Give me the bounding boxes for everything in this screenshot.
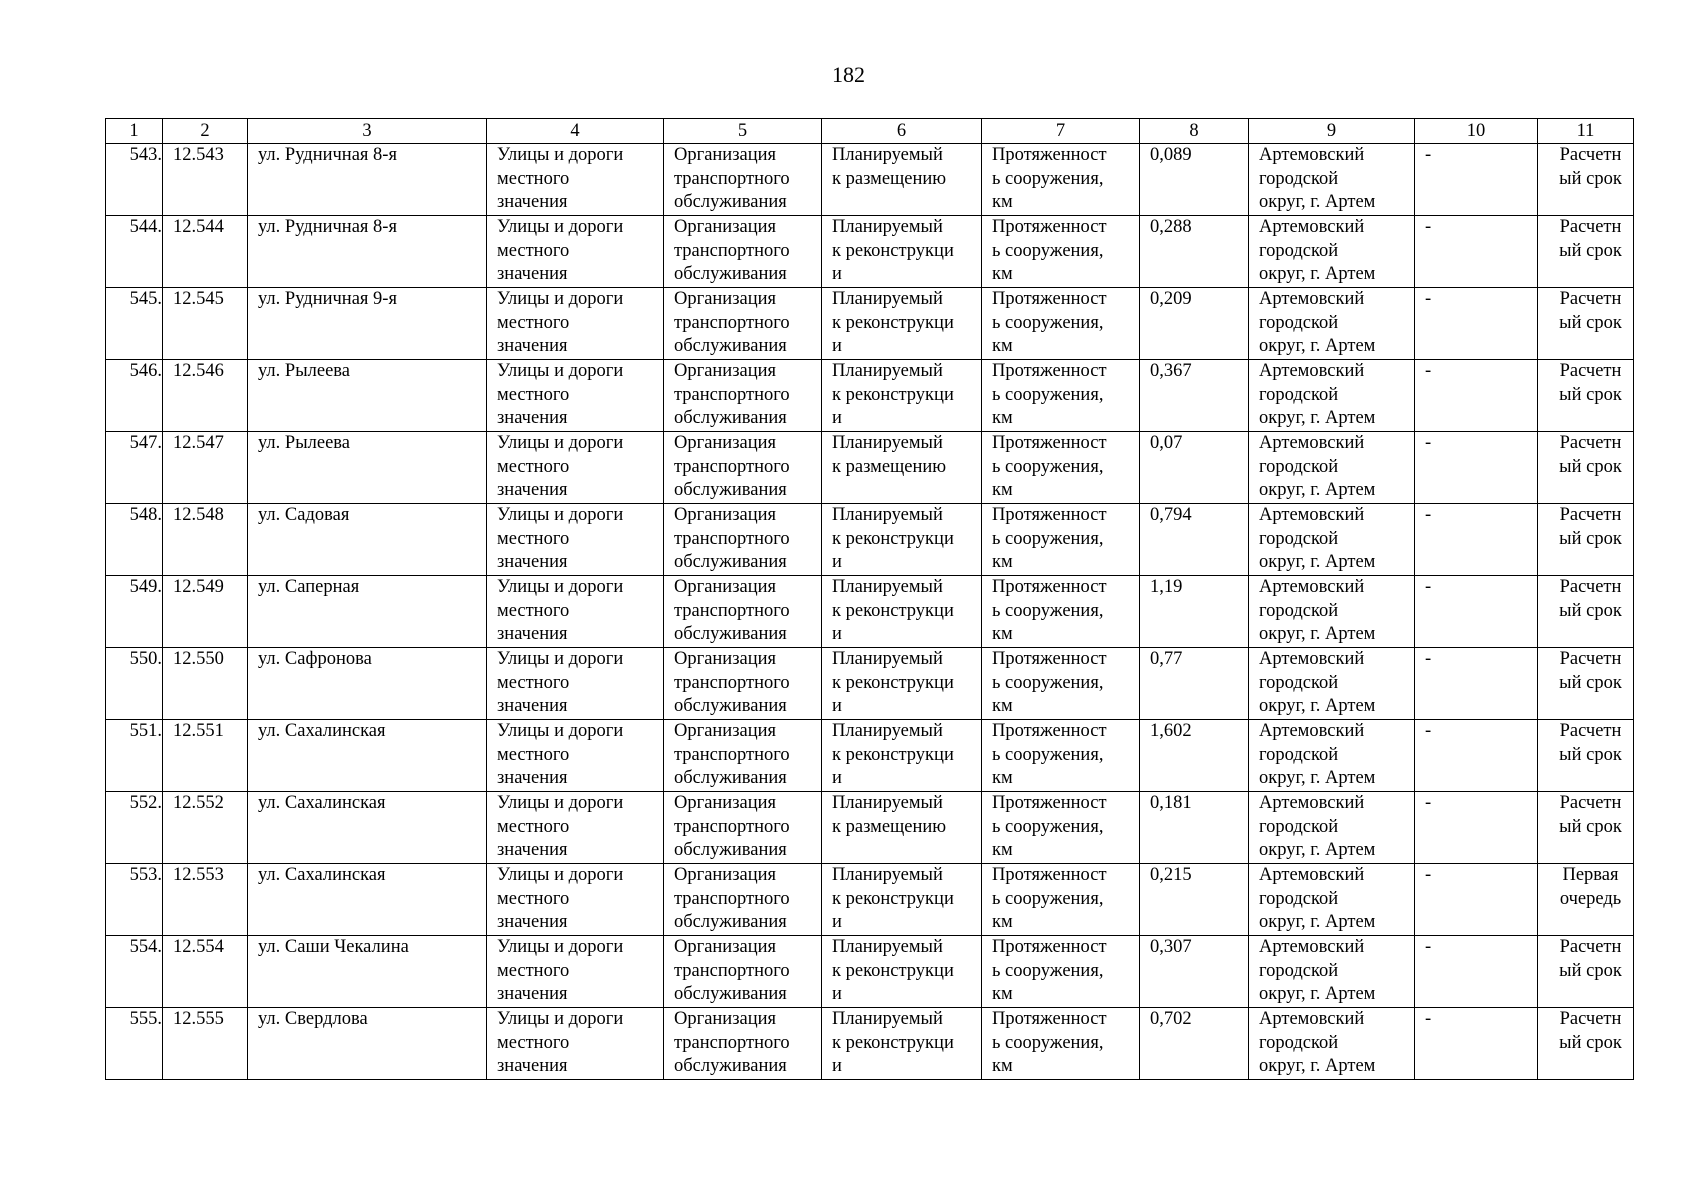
cell-location: Артемовский городской округ, г. Артем — [1249, 144, 1415, 216]
cell-term: Расчетн ый срок — [1538, 504, 1634, 576]
cell-category: Улицы и дороги местного значения — [487, 504, 664, 576]
cell-status: Планируемый к размещению — [822, 792, 982, 864]
cell-name: ул. Садовая — [248, 504, 487, 576]
cell-value: 1,602 — [1140, 720, 1249, 792]
cell-code: 12.550 — [163, 648, 248, 720]
cell-term: Расчетн ый срок — [1538, 432, 1634, 504]
table-row — [106, 936, 1634, 1008]
cell-name: ул. Рудничная 8-я — [248, 144, 487, 216]
table-row — [106, 720, 1634, 792]
cell-status: Планируемый к реконструкци и — [822, 648, 982, 720]
cell-value: 0,307 — [1140, 936, 1249, 1008]
cell-parameter: Протяженност ь сооружения, км — [982, 576, 1140, 648]
cell-location: Артемовский городской округ, г. Артем — [1249, 432, 1415, 504]
cell-value: 0,288 — [1140, 216, 1249, 288]
table-row — [106, 144, 1634, 216]
table-row — [106, 792, 1634, 864]
table-row — [106, 288, 1634, 360]
cell-status: Планируемый к реконструкци и — [822, 1008, 982, 1080]
cell-parameter: Протяженност ь сооружения, км — [982, 144, 1140, 216]
cell-category: Улицы и дороги местного значения — [487, 432, 664, 504]
cell-status: Планируемый к реконструкци и — [822, 936, 982, 1008]
cell-name: ул. Рудничная 9-я — [248, 288, 487, 360]
cell-code: 12.544 — [163, 216, 248, 288]
cell-status: Планируемый к реконструкци и — [822, 864, 982, 936]
cell-term: Расчетн ый срок — [1538, 288, 1634, 360]
cell-category: Улицы и дороги местного значения — [487, 864, 664, 936]
cell-category: Улицы и дороги местного значения — [487, 360, 664, 432]
cell-category: Улицы и дороги местного значения — [487, 648, 664, 720]
cell-code: 12.552 — [163, 792, 248, 864]
cell-status: Планируемый к реконструкци и — [822, 504, 982, 576]
cell-status: Планируемый к реконструкци и — [822, 360, 982, 432]
cell-code: 12.545 — [163, 288, 248, 360]
header-cell: 2 — [163, 119, 248, 144]
cell-category: Улицы и дороги местного значения — [487, 216, 664, 288]
cell-status: Планируемый к реконструкци и — [822, 720, 982, 792]
header-row — [106, 119, 1634, 144]
cell-col10: - — [1415, 504, 1538, 576]
cell-code: 12.551 — [163, 720, 248, 792]
cell-col10: - — [1415, 216, 1538, 288]
table-row — [106, 576, 1634, 648]
cell-purpose: Организация транспортного обслуживания — [664, 432, 822, 504]
header-cell: 7 — [982, 119, 1140, 144]
cell-number: 546. — [106, 360, 163, 432]
cell-col10: - — [1415, 864, 1538, 936]
cell-name: ул. Сахалинская — [248, 792, 487, 864]
table-row — [106, 216, 1634, 288]
cell-name: ул. Саперная — [248, 576, 487, 648]
cell-status: Планируемый к размещению — [822, 432, 982, 504]
cell-location: Артемовский городской округ, г. Артем — [1249, 792, 1415, 864]
cell-code: 12.554 — [163, 936, 248, 1008]
cell-term: Расчетн ый срок — [1538, 936, 1634, 1008]
cell-term: Первая очередь — [1538, 864, 1634, 936]
cell-value: 0,181 — [1140, 792, 1249, 864]
cell-location: Артемовский городской округ, г. Артем — [1249, 864, 1415, 936]
cell-value: 0,367 — [1140, 360, 1249, 432]
cell-purpose: Организация транспортного обслуживания — [664, 864, 822, 936]
cell-term: Расчетн ый срок — [1538, 792, 1634, 864]
cell-name: ул. Рылеева — [248, 432, 487, 504]
cell-number: 544. — [106, 216, 163, 288]
cell-col10: - — [1415, 1008, 1538, 1080]
cell-purpose: Организация транспортного обслуживания — [664, 1008, 822, 1080]
cell-value: 1,19 — [1140, 576, 1249, 648]
header-cell: 8 — [1140, 119, 1249, 144]
cell-number: 555. — [106, 1008, 163, 1080]
cell-name: ул. Сахалинская — [248, 864, 487, 936]
cell-number: 554. — [106, 936, 163, 1008]
cell-number: 547. — [106, 432, 163, 504]
cell-status: Планируемый к реконструкци и — [822, 288, 982, 360]
header-cell: 11 — [1538, 119, 1634, 144]
cell-value: 0,209 — [1140, 288, 1249, 360]
cell-term: Расчетн ый срок — [1538, 576, 1634, 648]
cell-value: 0,702 — [1140, 1008, 1249, 1080]
cell-number: 551. — [106, 720, 163, 792]
cell-purpose: Организация транспортного обслуживания — [664, 288, 822, 360]
cell-col10: - — [1415, 576, 1538, 648]
header-cell: 9 — [1249, 119, 1415, 144]
cell-location: Артемовский городской округ, г. Артем — [1249, 288, 1415, 360]
cell-number: 552. — [106, 792, 163, 864]
cell-parameter: Протяженност ь сооружения, км — [982, 360, 1140, 432]
cell-parameter: Протяженност ь сооружения, км — [982, 288, 1140, 360]
cell-parameter: Протяженност ь сооружения, км — [982, 432, 1140, 504]
cell-value: 0,089 — [1140, 144, 1249, 216]
cell-col10: - — [1415, 792, 1538, 864]
cell-location: Артемовский городской округ, г. Артем — [1249, 936, 1415, 1008]
cell-number: 545. — [106, 288, 163, 360]
cell-value: 0,77 — [1140, 648, 1249, 720]
cell-category: Улицы и дороги местного значения — [487, 720, 664, 792]
table-row — [106, 648, 1634, 720]
cell-number: 553. — [106, 864, 163, 936]
cell-purpose: Организация транспортного обслуживания — [664, 576, 822, 648]
cell-parameter: Протяженност ь сооружения, км — [982, 504, 1140, 576]
table-header — [106, 119, 1634, 144]
cell-purpose: Организация транспортного обслуживания — [664, 360, 822, 432]
cell-purpose: Организация транспортного обслуживания — [664, 648, 822, 720]
cell-term: Расчетн ый срок — [1538, 216, 1634, 288]
cell-parameter: Протяженност ь сооружения, км — [982, 1008, 1140, 1080]
header-cell: 3 — [248, 119, 487, 144]
cell-category: Улицы и дороги местного значения — [487, 1008, 664, 1080]
cell-code: 12.548 — [163, 504, 248, 576]
cell-purpose: Организация транспортного обслуживания — [664, 144, 822, 216]
cell-term: Расчетн ый срок — [1538, 1008, 1634, 1080]
cell-purpose: Организация транспортного обслуживания — [664, 216, 822, 288]
table-row — [106, 432, 1634, 504]
header-cell: 6 — [822, 119, 982, 144]
cell-col10: - — [1415, 360, 1538, 432]
cell-value: 0,07 — [1140, 432, 1249, 504]
cell-parameter: Протяженност ь сооружения, км — [982, 936, 1140, 1008]
cell-name: ул. Рылеева — [248, 360, 487, 432]
table-row — [106, 864, 1634, 936]
cell-code: 12.547 — [163, 432, 248, 504]
cell-location: Артемовский городской округ, г. Артем — [1249, 1008, 1415, 1080]
cell-purpose: Организация транспортного обслуживания — [664, 720, 822, 792]
cell-location: Артемовский городской округ, г. Артем — [1249, 576, 1415, 648]
cell-term: Расчетн ый срок — [1538, 144, 1634, 216]
table-row — [106, 504, 1634, 576]
cell-parameter: Протяженност ь сооружения, км — [982, 864, 1140, 936]
cell-location: Артемовский городской округ, г. Артем — [1249, 648, 1415, 720]
header-cell: 5 — [664, 119, 822, 144]
cell-number: 548. — [106, 504, 163, 576]
cell-purpose: Организация транспортного обслуживания — [664, 792, 822, 864]
cell-status: Планируемый к размещению — [822, 144, 982, 216]
cell-value: 0,215 — [1140, 864, 1249, 936]
cell-parameter: Протяженност ь сооружения, км — [982, 648, 1140, 720]
cell-term: Расчетн ый срок — [1538, 360, 1634, 432]
cell-value: 0,794 — [1140, 504, 1249, 576]
cell-number: 550. — [106, 648, 163, 720]
cell-category: Улицы и дороги местного значения — [487, 792, 664, 864]
cell-col10: - — [1415, 432, 1538, 504]
table-row — [106, 360, 1634, 432]
cell-status: Планируемый к реконструкци и — [822, 216, 982, 288]
table-row — [106, 1008, 1634, 1080]
cell-category: Улицы и дороги местного значения — [487, 576, 664, 648]
cell-location: Артемовский городской округ, г. Артем — [1249, 360, 1415, 432]
cell-col10: - — [1415, 144, 1538, 216]
cell-code: 12.555 — [163, 1008, 248, 1080]
cell-col10: - — [1415, 648, 1538, 720]
cell-col10: - — [1415, 936, 1538, 1008]
cell-parameter: Протяженност ь сооружения, км — [982, 720, 1140, 792]
cell-name: ул. Рудничная 8-я — [248, 216, 487, 288]
table-body — [106, 144, 1634, 1080]
cell-number: 549. — [106, 576, 163, 648]
page-number: 182 — [832, 62, 865, 87]
header-cell: 4 — [487, 119, 664, 144]
header-cell: 10 — [1415, 119, 1538, 144]
cell-location: Артемовский городской округ, г. Артем — [1249, 720, 1415, 792]
cell-code: 12.553 — [163, 864, 248, 936]
cell-term: Расчетн ый срок — [1538, 648, 1634, 720]
cell-parameter: Протяженност ь сооружения, км — [982, 792, 1140, 864]
cell-number: 543. — [106, 144, 163, 216]
cell-name: ул. Сахалинская — [248, 720, 487, 792]
cell-code: 12.543 — [163, 144, 248, 216]
cell-name: ул. Свердлова — [248, 1008, 487, 1080]
cell-category: Улицы и дороги местного значения — [487, 144, 664, 216]
cell-category: Улицы и дороги местного значения — [487, 936, 664, 1008]
cell-parameter: Протяженност ь сооружения, км — [982, 216, 1140, 288]
cell-status: Планируемый к реконструкци и — [822, 576, 982, 648]
cell-location: Артемовский городской округ, г. Артем — [1249, 216, 1415, 288]
cell-purpose: Организация транспортного обслуживания — [664, 936, 822, 1008]
cell-name: ул. Сафронова — [248, 648, 487, 720]
cell-col10: - — [1415, 720, 1538, 792]
cell-purpose: Организация транспортного обслуживания — [664, 504, 822, 576]
header-cell: 1 — [106, 119, 163, 144]
cell-code: 12.549 — [163, 576, 248, 648]
cell-col10: - — [1415, 288, 1538, 360]
cell-term: Расчетн ый срок — [1538, 720, 1634, 792]
cell-category: Улицы и дороги местного значения — [487, 288, 664, 360]
cell-code: 12.546 — [163, 360, 248, 432]
cell-location: Артемовский городской округ, г. Артем — [1249, 504, 1415, 576]
data-table — [105, 118, 1634, 1080]
cell-name: ул. Саши Чекалина — [248, 936, 487, 1008]
